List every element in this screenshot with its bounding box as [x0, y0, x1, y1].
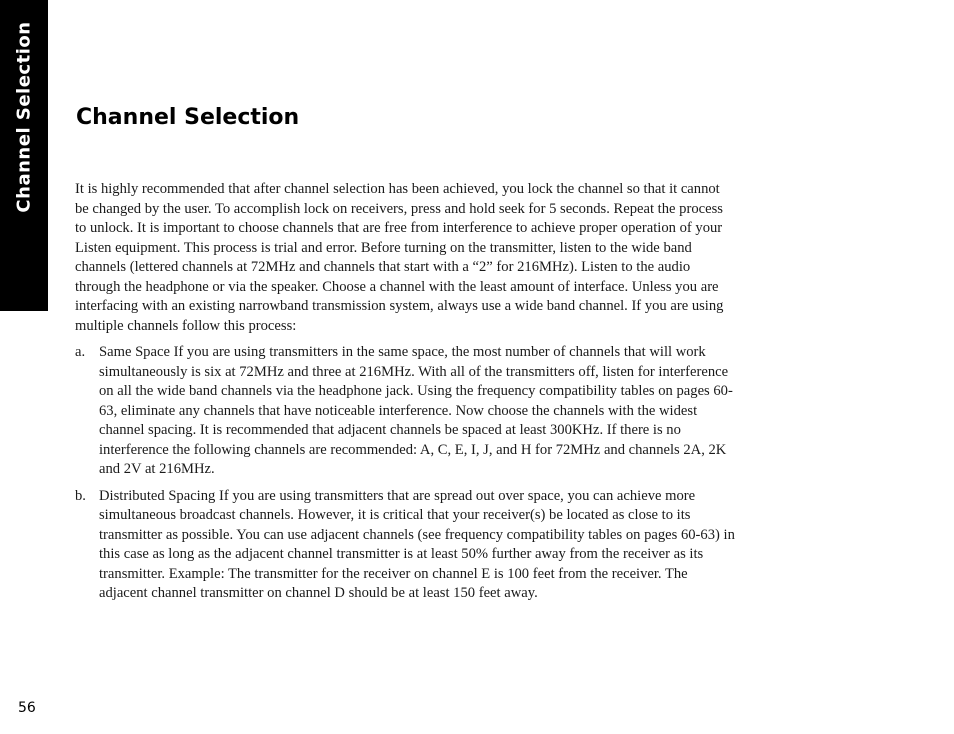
body-text: [75, 180, 735, 611]
page-number: 56: [18, 700, 36, 716]
side-tab: [0, 0, 48, 311]
page-title: Channel Selection: [76, 105, 300, 130]
list-item: [75, 487, 735, 604]
list-item-text: Same Space If you are using transmitters in the same space, the most number of channels that will work simultaneously is six at 72MHz and three at 216MHz. With all of the transmitters off, listen for interference on all the wide band channels via the headphone jack. Using the frequency compatibility tables on pages 60-63, eliminate any channels that have noticeable interference. Now choose the channels with the widest channel spacing. It is recommended that adjacent channels be spaced at least 300KHz. If there is no interference the following channels are recommended: A, C, E, I, J, and H for 72MHz and channels 2A, 2K and 2V at 216MHz.: [99, 344, 733, 477]
intro-paragraph: It is highly recommended that after channel selection has been achieved, you lock the channel so that it cannot be changed by the user. To accomplish lock on receivers, press and hold seek for 5 seconds. Repeat the process to unlock. It is important to choose channels that are free from interference to achieve proper operation of your Listen equipment. This process is trial and error. Before turning on the transmitter, listen to the wide band channels (lettered channels at 72MHz and channels that start with a “2” for 216MHz). Listen to the audio through the headphone or via the speaker. Choose a channel with the least amount of interface. Unless you are interfacing with an existing narrowband transmission system, always use a wide band channel. If you are using multiple channels follow this process:: [75, 181, 724, 334]
list-item-text: Distributed Spacing If you are using transmitters that are spread out over space, you can achieve more simultaneous broadcast channels. However, it is critical that your receiver(s) be located as close to its transmitter as possible. You can use adjacent channels (see frequency compatibility tables on pages 60-63) in this case as long as the adjacent channel transmitter is at least 50% further away from the receiver as its transmitter. Example: The transmitter for the receiver on channel E is 100 feet from the receiver. The adjacent channel transmitter on channel D should be at least 150 feet away.: [99, 487, 735, 601]
list-item-marker: a.: [75, 344, 86, 360]
list-item: [75, 343, 735, 480]
list-item-marker: b.: [75, 487, 86, 504]
side-tab-label: Channel Selection: [13, 21, 35, 213]
